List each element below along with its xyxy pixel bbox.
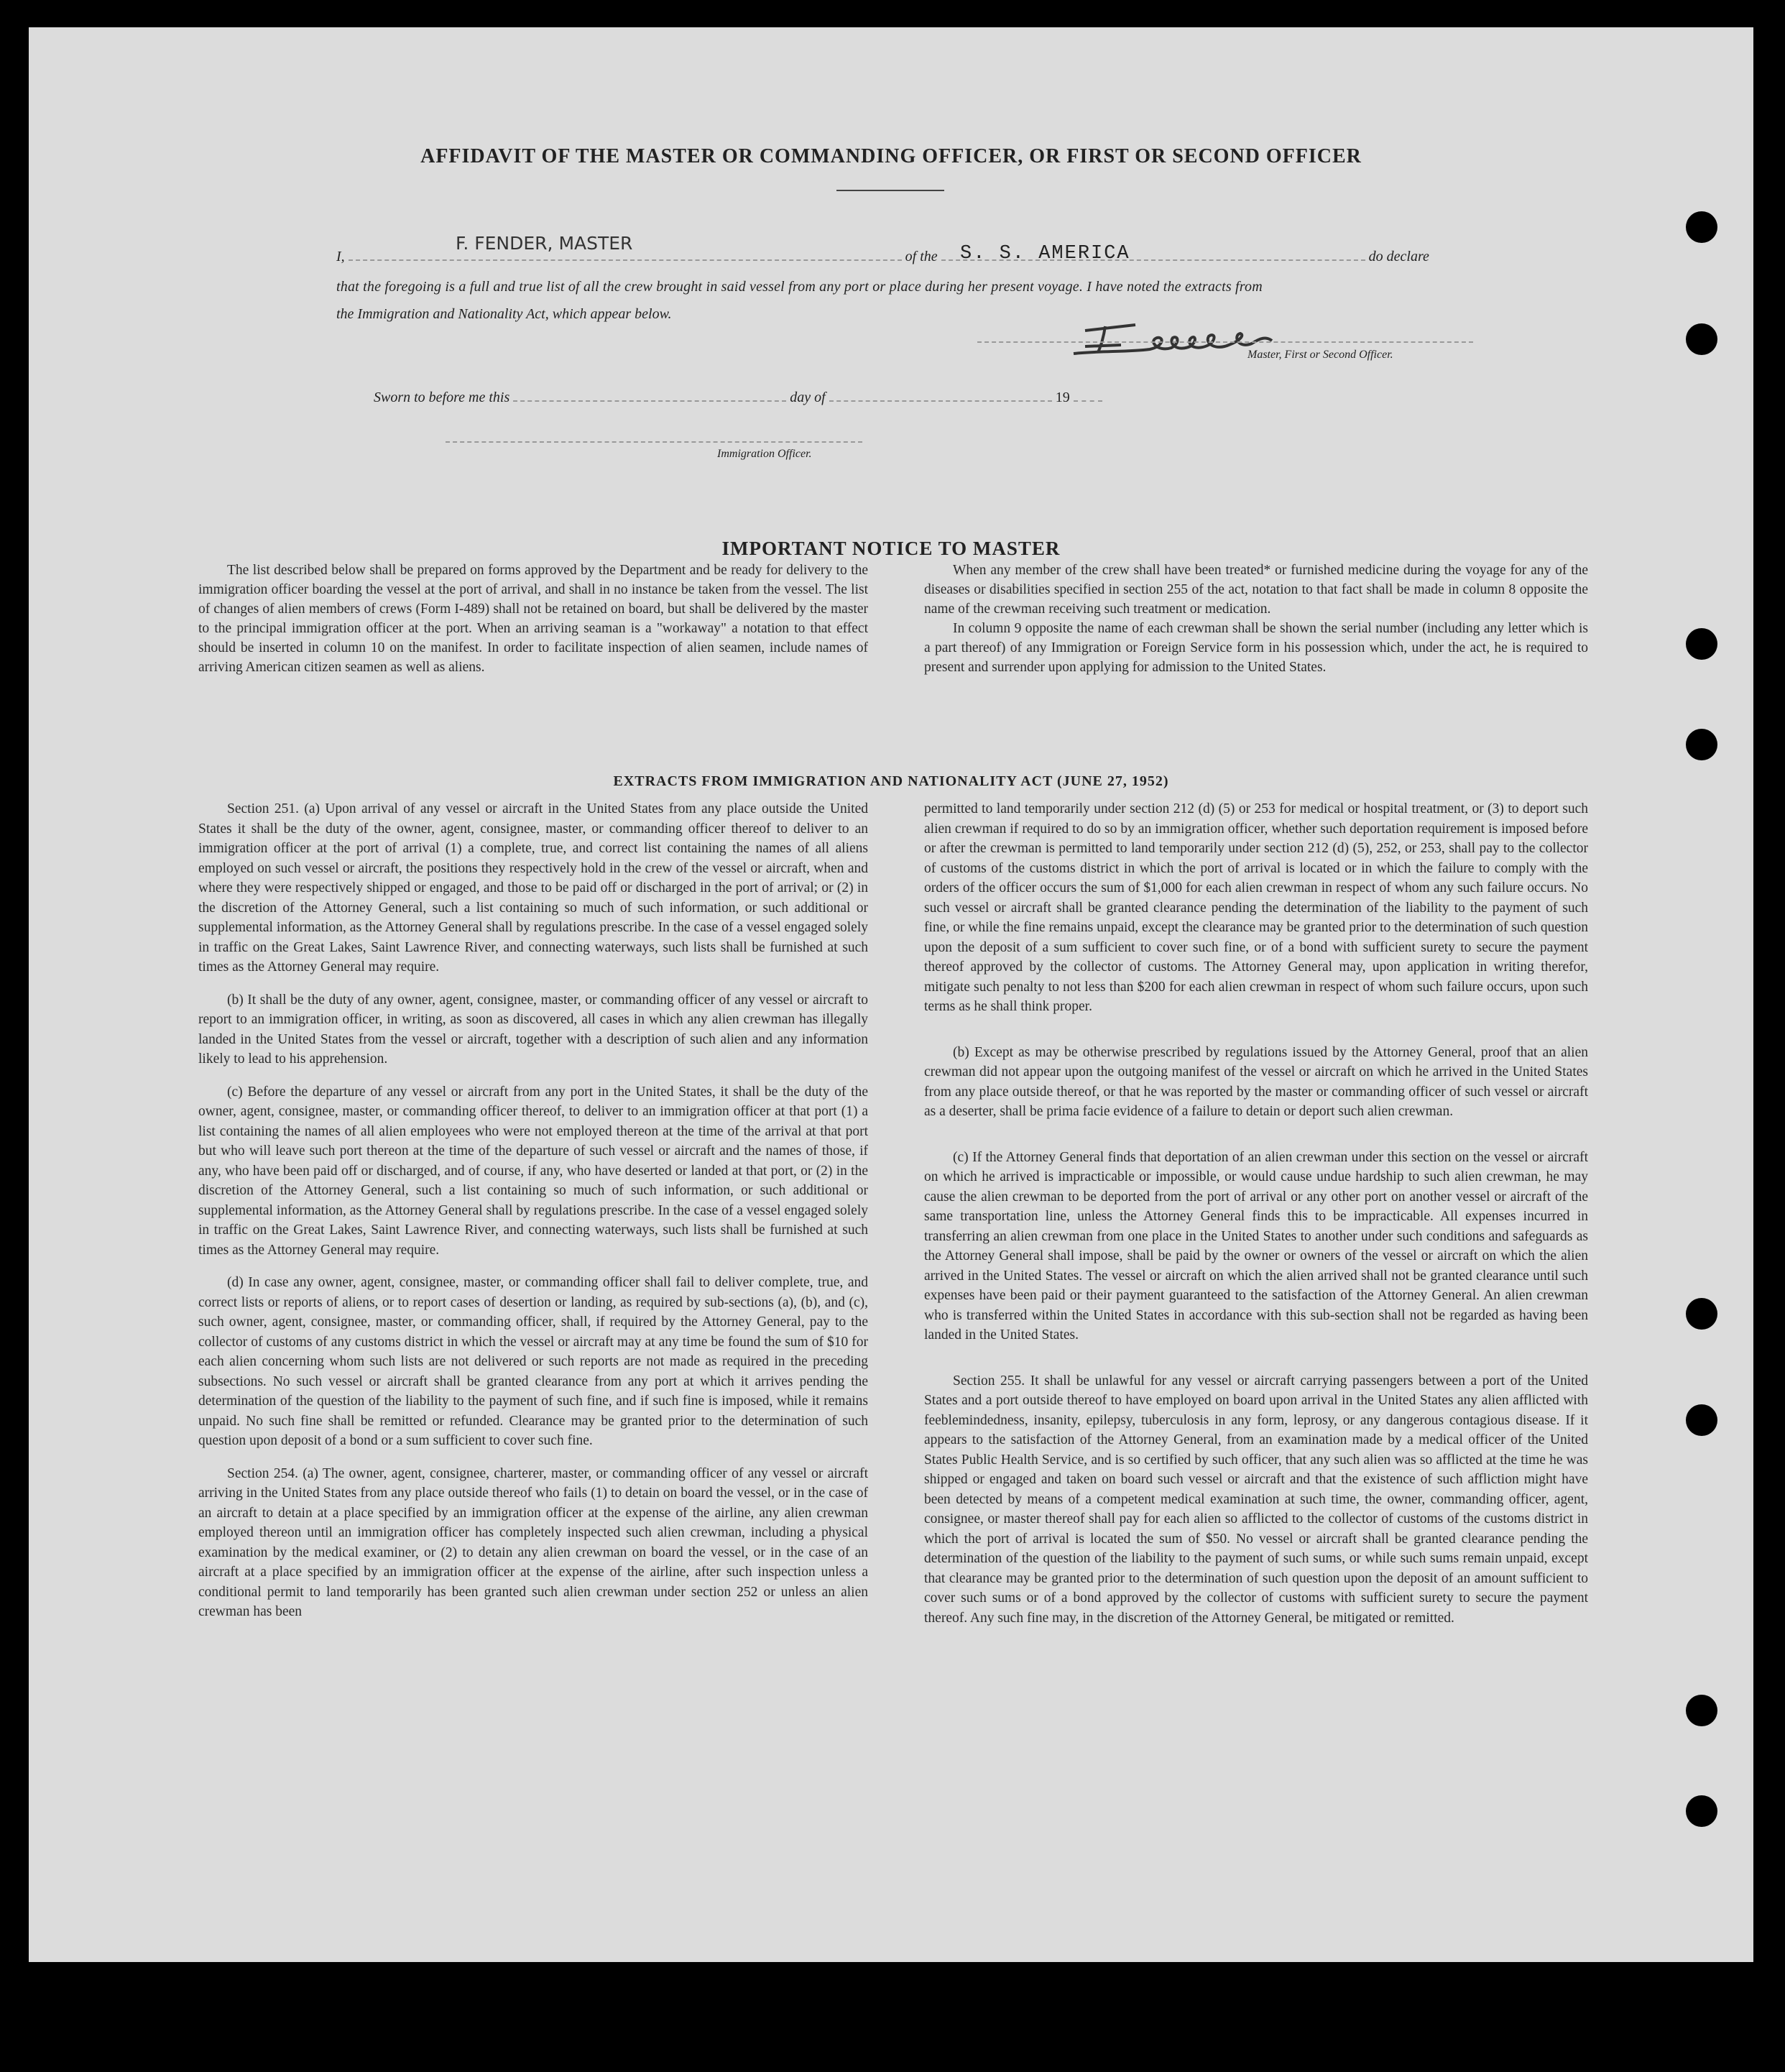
notice-right-column <box>924 561 1588 690</box>
binder-hole-3 <box>1686 628 1717 660</box>
sworn-day-blank <box>513 400 786 402</box>
section-251-b: (b) It shall be the duty of any owner, agent, consignee, master, or commanding officer of any vessel or aircraft to report to an immigration officer, in writing, as soon as discovered, all cases in which any alien crewman has illegally landed in the United States from the vessel or aircraft, together with a description of such alien and any information likely to lead to his apprehension. <box>198 992 868 1067</box>
vessel-name-value: S. S. AMERICA <box>960 243 1130 264</box>
master-name-value: F. FENDER, MASTER <box>456 233 633 254</box>
section-254-c: (c) If the Attorney General finds that deportation of an alien crewman under this section on the vessel or aircraft on which he arrived is impracticable or impossible, or would cause undue hardship to such alien crewman, he may cause the alien crewman to be deported from the port of arrival or any other port on another vessel or aircraft of the same transportation line, unless the Attorney General finds this to be impracticable. All expenses incurred in transferring an alien crewman from one place in the United States to another under such conditions and safeguards as the Attorney General shall impose, shall be paid by the owner or owners of the vessel or aircraft on which the alien arrived in the United States. The vessel or aircraft on which the alien arrived shall not be granted clearance until such expenses have been paid or their payment guaranteed to the satisfaction of the Attorney General. An alien crewman who is transferred within the United States in accordance with this sub-section shall not be regarded as having been landed in the United States. <box>924 1149 1588 1343</box>
section-251-a: Section 251. (a) Upon arrival of any vessel or aircraft in the United States from any place outside the United States it shall be the duty of the owner, agent, consignee, master, or commanding officer thereof to deliver to an immigration officer at the port of arrival (1) a complete, true, and correct list containing the names of all aliens employed on such vessel or aircraft, the positions they respectively hold in the crew of the vessel or aircraft, when and where they were respectively shipped or engaged, and those to be paid off or discharged in the port of arrival; or (2) in the discretion of the Attorney General, such a list containing so much of such information, or such additional or supplemental information, as the Attorney General shall by regulations prescribe. In the case of a vessel engaged solely in traffic on the Great Lakes, Saint Lawrence River, and connecting waterways, such lists shall be furnished at such times as the Attorney General may require. <box>198 801 868 975</box>
extracts-left-column <box>198 799 868 1635</box>
section-254-a-continued: permitted to land temporarily under section 212 (d) (5) or 253 for medical or hospital treatment, or (3) to deport such alien crewman if required to do so by an immigration officer, whether such deportation requirement is imposed before or after the crewman is permitted to land temporarily under section 212 (d) (5), 252, or 253, shall pay to the collector of customs of the customs district in which the port of arrival is located or in which the failure to comply with the orders of the officer occurs the sum of $1,000 for each alien crewman in respect of whom any such failure occurs. No such vessel or aircraft shall be granted clearance pending the determination of the liability to the payment of such fine, or while the fine remains unpaid, except the clearance may be granted prior to the determination of such question upon the deposit of a sum sufficient to cover such fine, or of a bond with sufficient surety to secure the payment thereof approved by the collector of customs. The Attorney General may, upon application in writing therefor, mitigate such penalty to not less than $200 for each alien crewman in respect of whom such failure occurs, upon such terms as he shall think proper. <box>924 801 1588 1014</box>
notice-right-paragraph-2: In column 9 opposite the name of each crewman shall be shown the serial number (including any letter which is a part thereof) of any Immigration or Foreign Service form in his possession which, under the act, he is required to present and surrender upon applying for admission to the United States. <box>924 621 1588 675</box>
year-label: 19 <box>1055 390 1070 405</box>
section-251-c: (c) Before the departure of any vessel or aircraft from any port in the United States, it shall be the duty of the owner, agent, consignee, master, or commanding officer thereof, to deliver to an immigration officer at that port (1) a list containing the names of all alien employees who were not employed thereon at the time of the arrival at that port but who will leave such port thereon at the time of the departure of such vessel or aircraft and the names of those, if any, who have been paid off or discharged, and of course, if any, who have deserted or landed at that port, or (2) in the discretion of the Attorney General, such a list containing so much of such information, or such additional or supplemental information, as the Attorney General shall by regulations prescribe. In the case of a vessel engaged solely in traffic on the Great Lakes, Saint Lawrence River, and connecting waterways, such lists shall be furnished at such times as the Attorney General may require. <box>198 1084 868 1258</box>
notice-right-paragraph-1: When any member of the crew shall have been treated* or furnished medicine during the voyage for any of the diseases or disabilities specified in section 255 of the act, notation to that fact shall be made in column 8 opposite the name of the crewman receiving such treatment or medication. <box>924 563 1588 617</box>
officer-signature-line <box>446 441 862 443</box>
notice-left-paragraph: The list described below shall be prepared on forms approved by the Department and be ready for delivery to the immigration officer boarding the vessel at the port of arrival, and shall in no instance be taken from the vessel. The list of changes of alien members of crews (Form I-489) shall not be retained on board, but shall be delivered by the master to the principal immigration officer at the port. When an arriving seaman is a "workaway" a notation to that effect should be inserted in column 10 on the manifest. In order to facilitate inspection of alien seamen, include names of arriving American citizen seamen as well as aliens. <box>198 563 868 675</box>
day-of-label: day of <box>790 390 826 405</box>
section-254-a: Section 254. (a) The owner, agent, consignee, charterer, master, or commanding officer of any vessel or aircraft arriving in the United States from any place outside thereof who fails (1) to detain on board the vessel, or in the case of an aircraft to detain at a place specified by an immigration officer at the expense of the airline, any alien crewman employed thereon until an immigration officer has completely inspected such alien crewman, including a physical examination by the medical examiner, or (2) to detain any alien crewman on board the vessel, or in the case of an aircraft at a place specified by an immigration officer at the expense of the airline, after such inspection unless a conditional permit to land temporarily has been granted such alien crewman under section 252 or unless an alien crewman has been <box>198 1465 868 1619</box>
sworn-year-blank <box>1074 400 1102 402</box>
of-the-label: of the <box>905 249 938 264</box>
declaration-statement: that the foregoing is a full and true list of all the crew brought in said vessel from any port or place during her present voyage. I have noted the extracts from the Immigration and Nationality Act, which appear below. <box>336 279 1263 322</box>
affidavit-title: AFFIDAVIT OF THE MASTER OR COMMANDING OFFICER, OR FIRST OR SECOND OFFICER <box>420 145 1362 167</box>
document-page <box>29 27 1753 1962</box>
section-251-d: (d) In case any owner, agent, consignee, master, or commanding officer shall fail to deliver complete, true, and correct lists or reports of aliens, or to report cases of desertion or landing, as required by sub-sections (a), (b), and (c), such owner, agent, consignee, master, or commanding officer, shall, if required by the Attorney General, pay to the collector of customs of any customs district in which the vessel or aircraft may at any time be found the sum of $10 for each alien concerning whom such lists are not delivered or such reports are not made as required in the preceding subsections. No such vessel or aircraft shall be granted clearance from any port at which it arrives pending the determination of the question of the liability to the payment of such fine, and if such fine is imposed, while it remains unpaid. No such fine shall be remitted or refunded. Clearance may be granted prior to the determination of such question upon deposit of a bond or a sum sufficient to cover such fine. <box>198 1275 868 1448</box>
title-divider <box>836 190 944 191</box>
sworn-month-blank <box>829 400 1052 402</box>
sworn-label: Sworn to before me this <box>374 390 510 405</box>
signature-line <box>977 341 1473 343</box>
notice-title: IMPORTANT NOTICE TO MASTER <box>721 538 1061 559</box>
signature-caption: Master, First or Second Officer. <box>1247 349 1393 361</box>
section-255: Section 255. It shall be unlawful for any vessel or aircraft carrying passengers between a port of the United States and a port outside thereof to have employed on board upon arrival in the United States any alien afflicted with feeblemindedness, insanity, epilepsy, tuberculosis in any form, leprosy, or any dangerous contagious disease. If it appears to the satisfaction of the Attorney General, from an examination made by a medical officer of the United States Public Health Service, and is so certified by such officer, that any such alien was so afflicted at the time he was shipped or engaged and taken on board such vessel or aircraft and that the existence of such affliction might have been detected by means of a competent medical examination at such time, the owner, commanding officer, agent, consignee, or master thereof shall pay for each alien so afflicted to the collector of customs of the customs district in which the port of arrival is located the sum of $50. No vessel or aircraft shall be granted clearance pending the determination of the question of the liability to the payment of such sums, or while such sums remain unpaid, except that clearance may be granted prior to the determination of such question upon the deposit of an amount sufficient to cover such sums or of a bond approved by the collector of customs with sufficient surety to secure the payment thereof. Any such fine may, in the discretion of the Attorney General, be mitigated or remitted. <box>924 1373 1588 1626</box>
extracts-title: EXTRACTS FROM IMMIGRATION AND NATIONALITY ACT (JUNE 27, 1952) <box>613 773 1169 789</box>
i-label: I, <box>336 249 345 264</box>
binder-hole-5 <box>1686 1298 1717 1330</box>
master-name-blank <box>349 259 902 261</box>
binder-hole-4 <box>1686 729 1717 760</box>
sworn-line <box>374 390 1102 406</box>
do-declare-label: do declare <box>1368 249 1429 264</box>
officer-caption: Immigration Officer. <box>717 448 812 460</box>
binder-hole-8 <box>1686 1795 1717 1827</box>
binder-hole-6 <box>1686 1404 1717 1436</box>
binder-hole-2 <box>1686 323 1717 355</box>
binder-hole-7 <box>1686 1695 1717 1726</box>
notice-left-column <box>198 561 868 690</box>
binder-hole-1 <box>1686 211 1717 243</box>
section-254-b: (b) Except as may be otherwise prescribed by regulations issued by the Attorney General, proof that an alien crewman did not appear upon the outgoing manifest of the vessel or aircraft on which he arrived in the United States from any place outside thereof, or that he was reported by the master or commanding officer of such vessel or aircraft as a deserter, shall be prima facie evidence of a failure to detain or deport such alien crewman. <box>924 1044 1588 1119</box>
extracts-right-column <box>924 799 1588 1641</box>
